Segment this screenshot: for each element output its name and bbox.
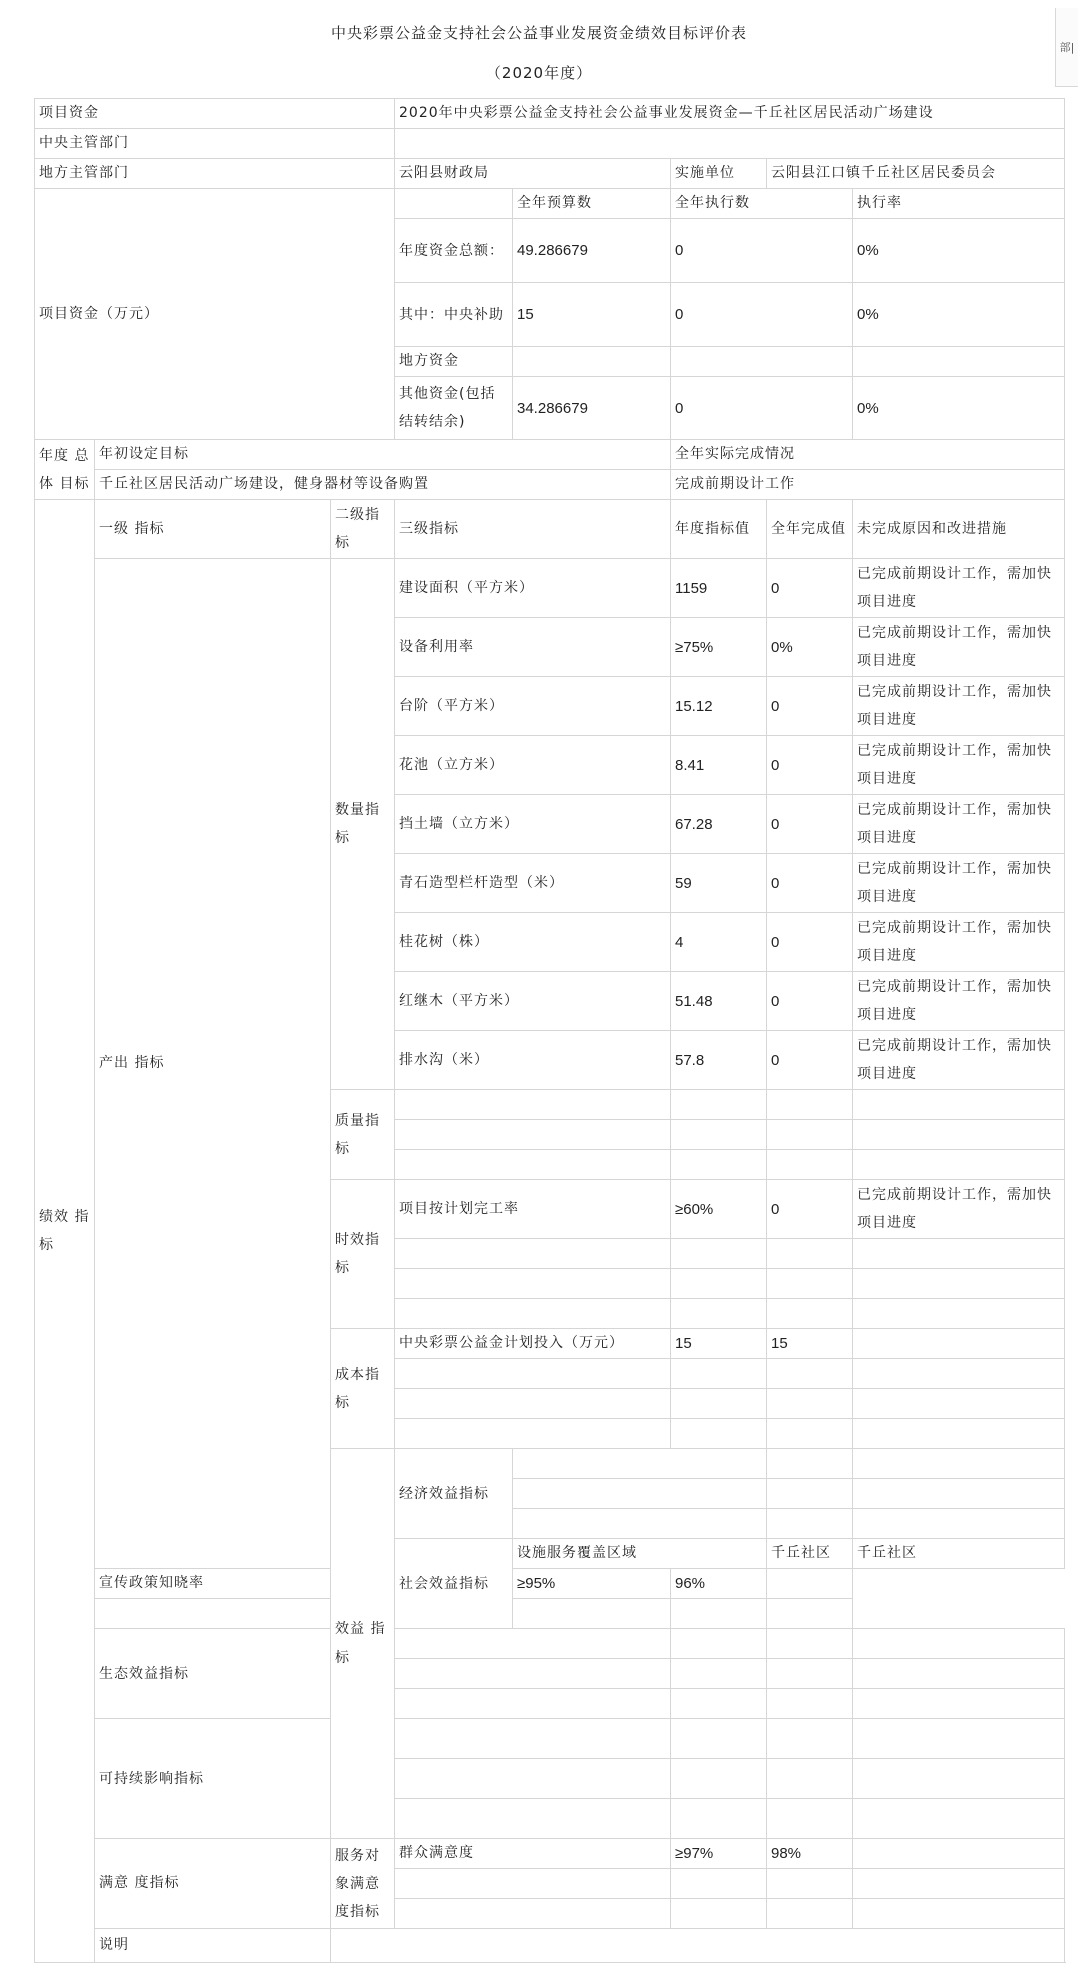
goals-label: 年度 总体 目标	[35, 440, 95, 500]
header-reason: 未完成原因和改进措施	[853, 500, 1065, 559]
empty-cell	[395, 1299, 671, 1329]
empty-cell	[767, 1689, 853, 1719]
empty-cell	[853, 1629, 1065, 1659]
indicator-name: 青石造型栏杆造型（米）	[395, 854, 671, 913]
empty-cell	[395, 1090, 671, 1120]
empty-cell	[767, 1899, 853, 1929]
indicator-target: ≥95%	[513, 1569, 671, 1599]
empty-cell	[853, 1299, 1065, 1329]
indicator-name: 排水沟（米）	[395, 1031, 671, 1090]
empty-cell	[767, 1569, 853, 1599]
empty-cell	[767, 1239, 853, 1269]
empty-cell	[853, 1869, 1065, 1899]
empty-cell	[767, 1759, 853, 1799]
empty-cell	[395, 1629, 671, 1659]
header-level2: 二级指标	[331, 500, 395, 559]
header-target: 年度指标值	[671, 500, 767, 559]
indicator-name: 群众满意度	[395, 1839, 671, 1869]
empty-cell	[395, 1389, 671, 1419]
indicator-reason: 已完成前期设计工作，需加快项目进度	[853, 854, 1065, 913]
indicator-actual: 0	[767, 1031, 853, 1090]
empty-cell	[767, 1389, 853, 1419]
empty-cell	[395, 1419, 671, 1449]
empty-cell	[853, 1090, 1065, 1120]
indicator-reason: 已完成前期设计工作，需加快项目进度	[853, 795, 1065, 854]
empty-cell	[671, 1269, 767, 1299]
empty-cell	[767, 1449, 853, 1479]
indicator-target: ≥97%	[671, 1839, 767, 1869]
indicator-target: 51.48	[671, 972, 767, 1031]
funds-header-rate: 执行率	[853, 189, 1065, 219]
level2-ecological: 生态效益指标	[95, 1629, 331, 1719]
funds-header-budget: 全年预算数	[513, 189, 671, 219]
indicator-reason: 已完成前期设计工作，需加快项目进度	[853, 559, 1065, 618]
level2-economic: 经济效益指标	[395, 1449, 513, 1539]
empty-cell	[767, 1090, 853, 1120]
empty-cell	[853, 1449, 1065, 1479]
indicator-name: 宣传政策知晓率	[95, 1569, 395, 1599]
indicator-name: 项目按计划完工率	[395, 1180, 671, 1239]
evaluation-table	[34, 98, 1065, 1963]
header-level3: 三级指标	[395, 500, 671, 559]
empty-cell	[671, 1719, 767, 1759]
level2-quality: 质量指标	[331, 1090, 395, 1180]
empty-cell	[395, 1869, 671, 1899]
indicator-target: 57.8	[671, 1031, 767, 1090]
empty-cell	[513, 1509, 767, 1539]
goals-actual-value: 完成前期设计工作	[671, 470, 1065, 500]
funds-row-executed: 0	[671, 219, 853, 283]
empty-cell	[671, 1759, 767, 1799]
empty-cell	[671, 1689, 767, 1719]
empty-cell	[853, 1120, 1065, 1150]
indicator-name: 挡土墙（立方米）	[395, 795, 671, 854]
empty-cell	[671, 1799, 767, 1839]
indicator-actual: 96%	[671, 1569, 767, 1599]
empty-cell	[853, 1239, 1065, 1269]
funds-row-rate: 0%	[853, 219, 1065, 283]
empty-cell	[671, 1659, 767, 1689]
empty-cell	[767, 1869, 853, 1899]
empty-cell	[853, 1799, 1065, 1839]
indicator-name: 台阶（平方米）	[395, 677, 671, 736]
funds-corner	[395, 189, 513, 219]
empty-cell	[767, 1269, 853, 1299]
funds-row-executed: 0	[671, 283, 853, 347]
indicator-target: 4	[671, 913, 767, 972]
indicator-reason: 已完成前期设计工作，需加快项目进度	[853, 677, 1065, 736]
note-value	[331, 1929, 1065, 1963]
indicator-target: 15	[671, 1329, 767, 1359]
indicator-target: ≥75%	[671, 618, 767, 677]
empty-cell	[395, 1759, 671, 1799]
level2-sustainable: 可持续影响指标	[95, 1719, 331, 1839]
empty-cell	[395, 1359, 671, 1389]
level2-social: 社会效益指标	[395, 1539, 513, 1629]
empty-cell	[671, 1150, 767, 1180]
empty-cell	[853, 1329, 1065, 1359]
level2-service: 服务对象满意度指标	[331, 1839, 395, 1929]
empty-cell	[671, 1239, 767, 1269]
funds-row-budget: 15	[513, 283, 671, 347]
central-dept-value	[395, 129, 1065, 159]
indicator-target: 15.12	[671, 677, 767, 736]
page-year: （2020年度）	[485, 64, 593, 82]
empty-cell	[767, 1799, 853, 1839]
empty-cell	[395, 1120, 671, 1150]
header-actual: 全年完成值	[767, 500, 853, 559]
empty-cell	[395, 1239, 671, 1269]
level1-satisfaction: 满意 度指标	[95, 1839, 331, 1929]
empty-cell	[767, 1120, 853, 1150]
funds-row-executed: 0	[671, 377, 853, 440]
indicator-reason: 已完成前期设计工作，需加快项目进度	[853, 618, 1065, 677]
empty-cell	[671, 1599, 767, 1629]
indicator-actual: 98%	[767, 1839, 853, 1869]
empty-cell	[767, 1509, 853, 1539]
empty-cell	[853, 1269, 1065, 1299]
indicators-label: 绩效 指标	[35, 500, 95, 1963]
empty-cell	[853, 1509, 1065, 1539]
level1-output: 产出 指标	[95, 559, 331, 1569]
empty-cell	[767, 1659, 853, 1689]
indicator-name: 建设面积（平方米）	[395, 559, 671, 618]
empty-cell	[853, 1839, 1065, 1869]
indicator-target: 59	[671, 854, 767, 913]
empty-cell	[853, 1150, 1065, 1180]
empty-cell	[671, 1120, 767, 1150]
empty-cell	[767, 1419, 853, 1449]
empty-cell	[513, 1449, 767, 1479]
side-tab[interactable]: 部|	[1055, 8, 1078, 87]
empty-cell	[853, 1419, 1065, 1449]
funds-label: 项目资金（万元）	[35, 189, 395, 440]
empty-cell	[513, 1599, 671, 1629]
empty-cell	[395, 1659, 671, 1689]
indicator-name: 花池（立方米）	[395, 736, 671, 795]
empty-cell	[767, 1359, 853, 1389]
empty-cell	[671, 1869, 767, 1899]
empty-cell	[767, 1719, 853, 1759]
empty-cell	[853, 1719, 1065, 1759]
empty-cell	[395, 1269, 671, 1299]
empty-cell	[671, 1359, 767, 1389]
funds-header-executed: 全年执行数	[671, 189, 853, 219]
indicator-reason: 已完成前期设计工作，需加快项目进度	[853, 1031, 1065, 1090]
indicator-actual: 0	[767, 795, 853, 854]
empty-cell	[671, 1299, 767, 1329]
empty-cell	[671, 1090, 767, 1120]
goals-actual-header: 全年实际完成情况	[671, 440, 1065, 470]
impl-unit-label: 实施单位	[671, 159, 767, 189]
page-title: 中央彩票公益金支持社会公益事业发展资金绩效目标评价表	[330, 24, 747, 42]
indicator-target: 1159	[671, 559, 767, 618]
funds-row-rate: 0%	[853, 377, 1065, 440]
empty-cell	[671, 1389, 767, 1419]
funds-row-name: 其他资金(包括结转结余)	[395, 377, 513, 440]
funds-row-name: 其中：中央补助	[395, 283, 513, 347]
header-level1: 一级 指标	[95, 500, 331, 559]
empty-cell	[395, 1719, 671, 1759]
indicator-reason: 已完成前期设计工作，需加快项目进度	[853, 1180, 1065, 1239]
indicator-reason: 已完成前期设计工作，需加快项目进度	[853, 972, 1065, 1031]
indicator-actual: 0	[767, 913, 853, 972]
empty-cell	[853, 1759, 1065, 1799]
indicator-name: 设备利用率	[395, 618, 671, 677]
indicator-actual: 千丘社区	[853, 1539, 1065, 1569]
indicator-actual: 0	[767, 854, 853, 913]
level2-quantity: 数量指标	[331, 559, 395, 1090]
empty-cell	[767, 1479, 853, 1509]
indicator-name: 红继木（平方米）	[395, 972, 671, 1031]
empty-cell	[513, 1479, 767, 1509]
impl-unit-value: 云阳县江口镇千丘社区居民委员会	[767, 159, 1065, 189]
funds-row-name: 年度资金总额：	[395, 219, 513, 283]
funds-row-executed	[671, 347, 853, 377]
funds-row-budget: 49.286679	[513, 219, 671, 283]
empty-cell	[767, 1599, 853, 1629]
level2-cost: 成本指标	[331, 1329, 395, 1449]
empty-cell	[395, 1150, 671, 1180]
project-name-value: 2020年中央彩票公益金支持社会公益事业发展资金—千丘社区居民活动广场建设	[395, 99, 1065, 129]
goals-initial-header: 年初设定目标	[95, 440, 671, 470]
indicator-actual: 0	[767, 972, 853, 1031]
funds-row-budget	[513, 347, 671, 377]
empty-cell	[853, 1389, 1065, 1419]
local-dept-value: 云阳县财政局	[395, 159, 671, 189]
indicator-actual: 0	[767, 559, 853, 618]
empty-cell	[395, 1689, 671, 1719]
empty-cell	[853, 1899, 1065, 1929]
empty-cell	[671, 1629, 767, 1659]
empty-cell	[767, 1299, 853, 1329]
note-label: 说明	[95, 1929, 331, 1963]
funds-row-rate: 0%	[853, 283, 1065, 347]
local-dept-label: 地方主管部门	[35, 159, 395, 189]
empty-cell	[853, 1479, 1065, 1509]
indicator-actual: 0	[767, 677, 853, 736]
indicator-name: 设施服务覆盖区域	[513, 1539, 767, 1569]
indicator-actual: 0	[767, 1180, 853, 1239]
indicator-actual: 0	[767, 736, 853, 795]
indicator-name: 桂花树（株）	[395, 913, 671, 972]
empty-cell	[767, 1150, 853, 1180]
indicator-target: ≥60%	[671, 1180, 767, 1239]
indicator-actual: 0%	[767, 618, 853, 677]
level2-timeliness: 时效指标	[331, 1180, 395, 1329]
indicator-reason: 已完成前期设计工作，需加快项目进度	[853, 736, 1065, 795]
empty-cell	[853, 1689, 1065, 1719]
central-dept-label: 中央主管部门	[35, 129, 395, 159]
empty-cell	[853, 1359, 1065, 1389]
indicator-target: 8.41	[671, 736, 767, 795]
funds-row-name: 地方资金	[395, 347, 513, 377]
goals-initial-value: 千丘社区居民活动广场建设，健身器材等设备购置	[95, 470, 671, 500]
funds-row-rate	[853, 347, 1065, 377]
empty-cell	[671, 1899, 767, 1929]
empty-cell	[395, 1799, 671, 1839]
indicator-reason: 已完成前期设计工作，需加快项目进度	[853, 913, 1065, 972]
indicator-target: 千丘社区	[767, 1539, 853, 1569]
indicator-name: 中央彩票公益金计划投入（万元）	[395, 1329, 671, 1359]
funds-row-budget: 34.286679	[513, 377, 671, 440]
empty-cell	[395, 1899, 671, 1929]
project-name-label: 项目资金	[35, 99, 395, 129]
indicator-target: 67.28	[671, 795, 767, 854]
level1-benefit: 效益 指标	[331, 1449, 395, 1839]
empty-cell	[767, 1629, 853, 1659]
indicator-actual: 15	[767, 1329, 853, 1359]
empty-cell	[671, 1419, 767, 1449]
empty-cell	[853, 1659, 1065, 1689]
